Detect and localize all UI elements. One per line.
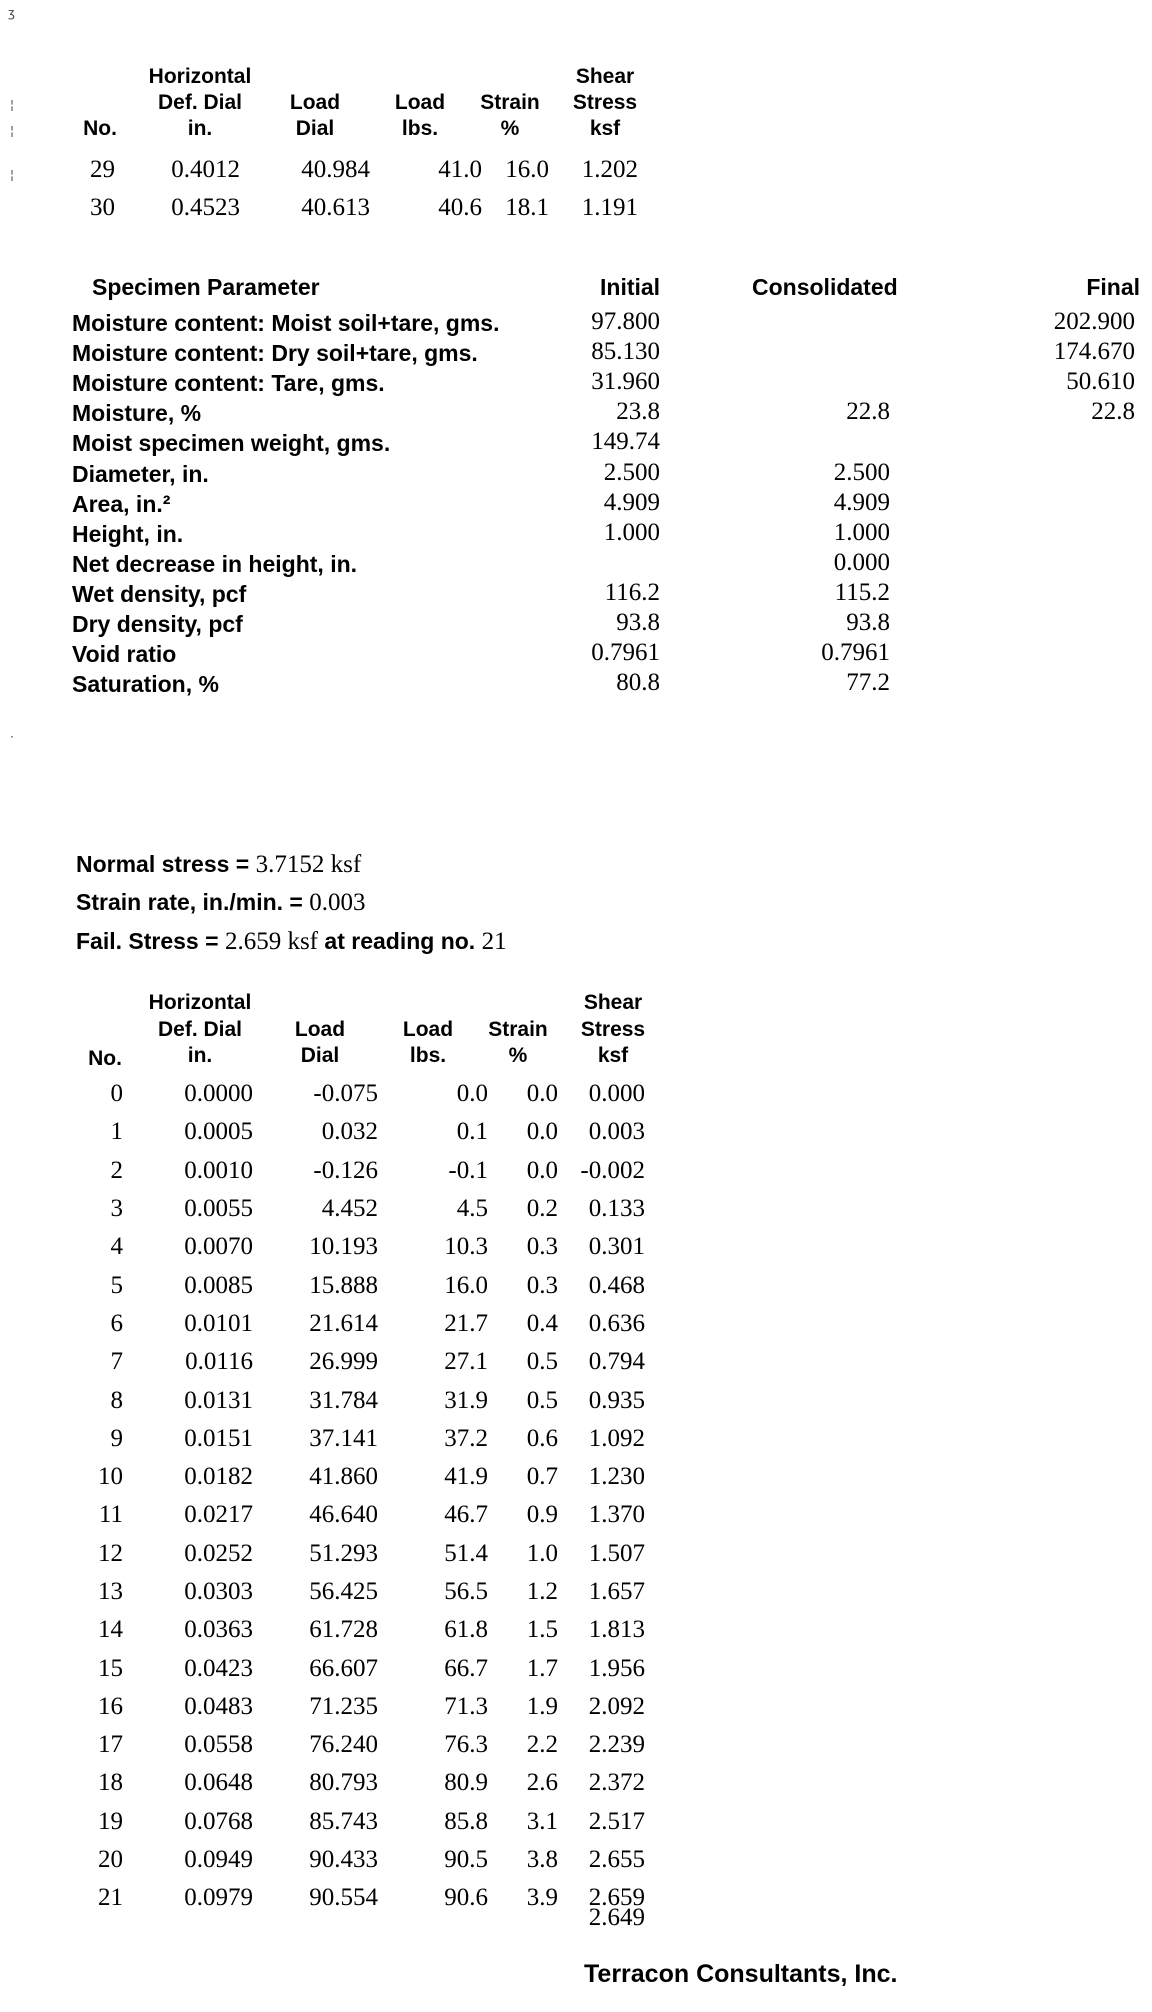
strain-rate-line (76, 889, 366, 917)
col-header-shear-line3: ksf (589, 117, 621, 140)
strain-rate-value: 0.003 (309, 889, 366, 916)
table-cell: 2.239 (588, 1731, 645, 1759)
param-label: Moist specimen weight, gms. (72, 430, 391, 457)
param-initial-value: 97.800 (591, 308, 660, 335)
param-consolidated-value: 77.2 (846, 669, 890, 697)
param-initial-value: 4.909 (603, 488, 660, 516)
table-cell: 0.0558 (184, 1731, 253, 1759)
table-cell: 0.0000 (184, 1080, 253, 1108)
param-consolidated-value: 1.000 (833, 518, 890, 546)
table-cell: 0.0 (526, 1118, 558, 1146)
table-cell: 14 (98, 1616, 123, 1644)
table-cell: -0.075 (313, 1080, 378, 1108)
col-header-load-dial-line2: Dial (295, 117, 335, 140)
table-cell: 0.5 (526, 1386, 558, 1414)
scan-mark: ¦ (10, 124, 15, 138)
table-cell: 0.032 (321, 1118, 378, 1146)
col-header-load-lbs-line1: Load (402, 1018, 454, 1041)
table-cell: 19 (98, 1807, 123, 1835)
table-cell: 71.235 (309, 1692, 378, 1720)
table-cell: 5 (110, 1271, 123, 1299)
table-cell: 0.0005 (184, 1118, 253, 1146)
table-row (70, 1841, 645, 1879)
table-cell: 0.0768 (184, 1807, 253, 1835)
table-row (70, 1381, 645, 1419)
table-cell: 4 (110, 1233, 123, 1261)
table-row (70, 1803, 645, 1841)
table-row (70, 1611, 645, 1649)
param-consolidated-value: 0.7961 (821, 639, 890, 667)
table-cell: -0.002 (580, 1156, 645, 1184)
table-row (70, 151, 638, 189)
table-cell: 2.6 (526, 1769, 558, 1797)
col-header-no: No. (88, 1047, 122, 1070)
table-cell: 0.0423 (184, 1654, 253, 1682)
param-consolidated-value: 115.2 (834, 578, 890, 606)
table-cell: 11 (98, 1501, 123, 1529)
table-cell: 0.0363 (184, 1616, 253, 1644)
param-label: Height, in. (72, 520, 184, 547)
table-cell: 0.0217 (184, 1501, 253, 1529)
table-cell: 0.0483 (184, 1692, 253, 1720)
normal-stress-value: 3.7152 ksf (255, 851, 362, 878)
param-initial-value: 116.2 (604, 578, 660, 606)
scan-mark: ʒ (8, 6, 15, 20)
table-cell: 0.4 (526, 1309, 558, 1337)
table-cell: 0.636 (588, 1309, 645, 1337)
table-cell: 1.2 (526, 1578, 558, 1605)
param-initial-value: 2.500 (603, 458, 660, 486)
table-cell: 1.813 (588, 1616, 645, 1644)
table-row (70, 1649, 645, 1687)
table-cell: 0.6 (526, 1424, 558, 1452)
table-cell: 0.301 (588, 1233, 645, 1261)
table-cell: 1.5 (526, 1616, 558, 1644)
table-cell: 80.793 (309, 1769, 378, 1797)
table-row (70, 1152, 645, 1190)
param-final-value: 22.8 (1091, 398, 1135, 426)
table-cell: 3.9 (526, 1884, 558, 1912)
param-initial-value: 31.960 (591, 368, 660, 396)
table-cell: 61.728 (309, 1616, 378, 1644)
table-cell: 1.657 (588, 1578, 645, 1605)
table-cell: 2.092 (588, 1692, 645, 1720)
table-cell: 3.1 (526, 1807, 558, 1835)
col-header-def-dial-line1: Horizontal (148, 991, 252, 1014)
table-cell: 56.425 (309, 1578, 378, 1605)
normal-stress-label: Normal stress = (76, 851, 256, 877)
specimen-param-header: Specimen Parameter (92, 274, 320, 300)
table-cell: 2.517 (588, 1807, 645, 1835)
col-header-shear-line2: Stress (572, 91, 638, 114)
table-cell: 21.614 (309, 1309, 378, 1337)
table-cell: 46.640 (309, 1501, 378, 1529)
table-cell: 1.230 (588, 1463, 645, 1491)
col-header-load-dial-line2: Dial (300, 1044, 340, 1067)
param-label: Moisture content: Moist soil+tare, gms. (72, 310, 500, 336)
table-cell: 16.0 (505, 156, 549, 184)
table-row (70, 1266, 645, 1304)
scan-mark: ¦ (10, 98, 15, 112)
table-cell: 10.193 (309, 1233, 378, 1261)
table-cell: 27.1 (444, 1348, 488, 1376)
table-cell: 0.794 (588, 1348, 645, 1376)
table-cell: 10.3 (444, 1233, 488, 1261)
fail-stress-label: Fail. Stress = (76, 928, 225, 954)
fail-stress-value: 2.659 ksf (224, 928, 319, 955)
param-label: Wet density, pcf (72, 580, 247, 607)
table-cell: 51.293 (309, 1539, 378, 1567)
table-row (70, 1535, 645, 1573)
table-cell: 0.0 (456, 1080, 488, 1108)
trailing-shear-value: 2.649 (588, 1904, 645, 1931)
col-header-shear-line2: Stress (580, 1018, 646, 1041)
param-initial-value: 80.8 (616, 669, 660, 697)
table-cell: 18 (98, 1769, 123, 1797)
initial-header: Initial (600, 274, 661, 300)
table-cell: 37.2 (444, 1424, 488, 1452)
table-cell: 10 (98, 1463, 123, 1491)
table-cell: 0.0070 (184, 1233, 253, 1261)
table-cell: 9 (110, 1424, 123, 1452)
param-final-value: 174.670 (1053, 338, 1135, 366)
col-header-no: No. (83, 117, 117, 140)
table-cell: 41.0 (438, 156, 482, 184)
table-cell: 0.2 (526, 1195, 558, 1223)
table-cell: 15 (98, 1654, 123, 1682)
table-cell: 0.000 (588, 1080, 645, 1108)
col-header-def-dial-line3: in. (187, 117, 213, 140)
table-cell: 90.554 (309, 1884, 378, 1912)
table-cell: 0.3 (526, 1271, 558, 1299)
table-row (70, 1305, 645, 1343)
param-label: Moisture content: Tare, gms. (72, 370, 385, 397)
col-header-def-dial-line1: Horizontal (148, 65, 252, 88)
table-cell: 1.9 (526, 1692, 558, 1720)
col-header-shear-line3: ksf (597, 1044, 629, 1067)
table-row (70, 1726, 645, 1764)
col-header-load-lbs-line1: Load (394, 91, 446, 114)
table-cell: 80.9 (444, 1769, 488, 1797)
table-cell: 0.0979 (184, 1884, 253, 1912)
param-consolidated-value: 22.8 (846, 398, 890, 426)
param-initial-value: 1.000 (603, 518, 660, 546)
param-label: Dry density, pcf (72, 611, 243, 637)
table-row (70, 1573, 645, 1611)
table-cell: 85.743 (309, 1807, 378, 1835)
scan-mark: · (10, 730, 14, 744)
table-cell: 85.8 (444, 1807, 488, 1835)
table-cell: 0.0949 (184, 1846, 253, 1874)
table-cell: 66.607 (309, 1654, 378, 1682)
table-cell: 0.9 (526, 1501, 558, 1529)
table-cell: 46.7 (444, 1501, 488, 1529)
table-cell: 0.0010 (184, 1156, 253, 1184)
col-header-load-lbs-line2: lbs. (401, 117, 439, 140)
table-cell: 0 (110, 1080, 123, 1108)
col-header-shear-line1: Shear (583, 991, 643, 1014)
table-cell: 0.4012 (171, 156, 240, 184)
table-cell: 31.784 (309, 1386, 378, 1414)
table-cell: 0.0252 (184, 1539, 253, 1567)
table-row (70, 1458, 645, 1496)
table-cell: 1.191 (581, 194, 638, 222)
table-cell: 7 (110, 1348, 123, 1376)
param-initial-value: 23.8 (616, 398, 660, 426)
table-cell: -0.1 (448, 1156, 488, 1184)
table-cell: 31.9 (444, 1386, 488, 1414)
strain-rate-label: Strain rate, in./min. = (76, 889, 310, 915)
final-header: Final (1086, 274, 1140, 300)
table-cell: 90.5 (444, 1846, 488, 1874)
col-header-def-dial-line2: Def. Dial (157, 1018, 243, 1041)
param-final-value: 202.900 (1053, 308, 1135, 335)
table-cell: 1.956 (588, 1654, 645, 1682)
table-row (70, 1113, 645, 1151)
param-consolidated-value: 0.000 (833, 548, 890, 576)
table-cell: 1.202 (581, 156, 638, 184)
table-cell: 3.8 (526, 1846, 558, 1874)
table-cell: 40.6 (438, 194, 482, 222)
col-header-shear-line1: Shear (575, 65, 635, 88)
table-cell: 0.0116 (185, 1348, 253, 1376)
table-cell: 0.0303 (184, 1578, 253, 1605)
table-row (70, 1688, 645, 1726)
table-cell: 0.468 (588, 1271, 645, 1299)
table-cell: 1.7 (526, 1654, 558, 1682)
top-data-table (70, 151, 638, 228)
table-cell: 66.7 (444, 1654, 488, 1682)
table-cell: 56.5 (444, 1578, 488, 1605)
param-label: Void ratio (72, 641, 177, 668)
table-cell: 90.6 (444, 1884, 488, 1912)
param-initial-value: 149.74 (591, 428, 660, 456)
table-cell: 0.1 (456, 1118, 488, 1146)
table-cell: 0.0101 (184, 1309, 253, 1337)
table-cell: 0.0 (526, 1080, 558, 1108)
col-header-strain-line1: Strain (480, 91, 540, 114)
normal-stress-line (76, 851, 361, 879)
table-cell: 40.613 (301, 194, 370, 222)
table-row (70, 189, 638, 227)
table-cell: 18.1 (505, 194, 549, 222)
table-row (70, 1496, 645, 1534)
table-cell: 0.003 (588, 1118, 645, 1146)
table-cell: 6 (110, 1309, 123, 1337)
table-cell: 4.452 (321, 1195, 378, 1223)
table-cell: 0.0182 (184, 1463, 253, 1491)
param-initial-value: 0.7961 (591, 639, 660, 667)
table-cell: 0.0151 (184, 1424, 253, 1452)
table-cell: 0.3 (526, 1233, 558, 1261)
table-cell: 2.372 (588, 1769, 645, 1797)
table-cell: 61.8 (444, 1616, 488, 1644)
param-initial-value: 85.130 (591, 338, 660, 366)
table-cell: 30 (90, 194, 115, 222)
table-cell: 21.7 (444, 1309, 488, 1337)
param-label: Diameter, in. (72, 460, 209, 487)
param-label: Saturation, % (72, 671, 219, 698)
table-cell: 0.0131 (184, 1386, 253, 1414)
col-header-load-dial-line1: Load (294, 1018, 346, 1041)
table-cell: 13 (98, 1578, 123, 1605)
table-cell: 90.433 (309, 1846, 378, 1874)
table-cell: 76.240 (309, 1731, 378, 1759)
table-cell: 15.888 (309, 1271, 378, 1299)
fail-reading-value: 21 (481, 928, 507, 955)
table-cell: 1.0 (526, 1539, 558, 1567)
table-cell: 0.133 (588, 1195, 645, 1223)
table-cell: 2.2 (526, 1731, 558, 1759)
col-header-load-dial-line1: Load (289, 91, 341, 114)
table-cell: 41.860 (309, 1463, 378, 1491)
table-row (70, 1343, 645, 1381)
table-row (70, 1190, 645, 1228)
param-final-value: 50.610 (1066, 368, 1135, 396)
col-header-strain-line1: Strain (488, 1018, 548, 1041)
param-initial-value: 93.8 (616, 609, 660, 636)
table-cell: 21 (98, 1884, 123, 1912)
table-cell: 41.9 (444, 1463, 488, 1491)
param-consolidated-value: 2.500 (833, 458, 890, 486)
table-cell: 40.984 (301, 156, 370, 184)
table-cell: 0.0 (526, 1156, 558, 1184)
scan-mark: ¦ (10, 168, 15, 182)
table-cell: 1.507 (588, 1539, 645, 1567)
table-cell: 1.092 (588, 1424, 645, 1452)
table-cell: 26.999 (309, 1348, 378, 1376)
table-cell: 0.4523 (171, 194, 240, 222)
table-cell: 2 (110, 1156, 123, 1184)
param-label: Moisture, % (72, 400, 202, 427)
fail-stress-line (76, 928, 507, 956)
table-cell: 71.3 (444, 1692, 488, 1720)
table-cell: 4.5 (456, 1195, 488, 1223)
table-cell: 20 (98, 1846, 123, 1874)
table-cell: 3 (110, 1195, 123, 1223)
table-row (70, 1228, 645, 1266)
col-header-strain-line2: % (500, 117, 520, 140)
table-cell: 76.3 (444, 1731, 488, 1759)
table-cell: 37.141 (309, 1424, 378, 1452)
table-cell: 0.0055 (184, 1195, 253, 1223)
table-row (70, 1075, 645, 1113)
fail-reading-label: at reading no. (318, 928, 482, 954)
col-header-strain-line2: % (508, 1044, 528, 1067)
table-cell: 8 (110, 1386, 123, 1414)
table-cell: 0.0085 (184, 1271, 253, 1299)
table-cell: 29 (90, 156, 115, 184)
bottom-data-table (70, 1075, 645, 1918)
param-label: Area, in.² (72, 490, 171, 517)
table-cell: -0.126 (313, 1156, 378, 1184)
param-label: Net decrease in height, in. (72, 550, 358, 577)
table-cell: 16 (98, 1692, 123, 1720)
col-header-def-dial-line2: Def. Dial (157, 91, 243, 114)
table-cell: 17 (98, 1731, 123, 1759)
table-cell: 12 (98, 1539, 123, 1567)
table-cell: 0.935 (588, 1386, 645, 1414)
table-cell: 0.0648 (184, 1769, 253, 1797)
consolidated-header: Consolidated (752, 274, 898, 300)
table-cell: 2.655 (588, 1846, 645, 1874)
company-name: Terracon Consultants, Inc. (584, 1960, 898, 1988)
table-cell: 51.4 (444, 1539, 488, 1567)
col-header-load-lbs-line2: lbs. (409, 1044, 447, 1067)
table-cell: 0.7 (526, 1463, 558, 1491)
table-row (70, 1764, 645, 1802)
table-cell: 1.370 (588, 1501, 645, 1529)
param-consolidated-value: 93.8 (846, 609, 890, 636)
col-header-def-dial-line3: in. (187, 1044, 213, 1067)
param-consolidated-value: 4.909 (833, 488, 890, 516)
table-cell: 0.5 (526, 1348, 558, 1376)
table-row (70, 1420, 645, 1458)
table-cell: 2.659 (588, 1884, 645, 1912)
table-cell: 16.0 (444, 1271, 488, 1299)
table-cell: 1 (110, 1118, 123, 1146)
param-label: Moisture content: Dry soil+tare, gms. (72, 340, 478, 367)
